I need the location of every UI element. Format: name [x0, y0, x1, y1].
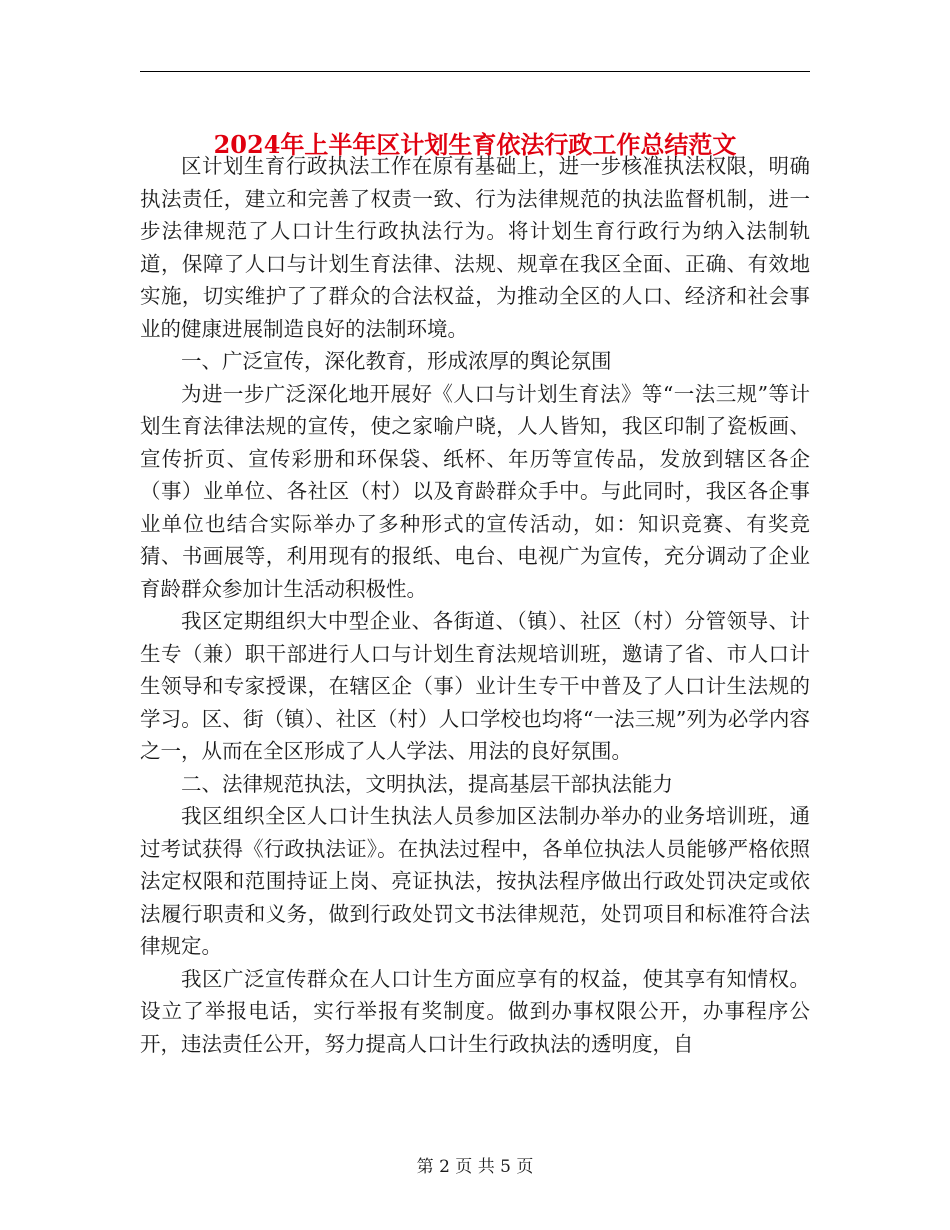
- paragraph-training: 我区定期组织大中型企业、各街道、（镇）、社区（村）分管领导、计生专（兼）职干部进行人口与计划生育法规培训班，邀请了省、市人口计生领导和专家授课，在辖区企（事）业计生专干中普及了人口计生法规的学习。区、街（镇）、社区（村）人口学校也均将“一法三规”列为必学内容之一，从而在全区形成了人人学法、用法的良好氛围。: [140, 609, 810, 763]
- paragraph-publicity: 为进一步广泛深化地开展好《人口与计划生育法》等“一法三规”等计划生育法律法规的宣传，使之家喻户晓，人人皆知，我区印制了瓷板画、宣传折页、宣传彩册和环保袋、纸杯、年历等宣传品，发放到辖区各企（事）业单位、各社区（村）以及育龄群众手中。与此同时，我区各企事业单位也结合实际举办了多种形式的宣传活动，如：知识竞赛、有奖竞猜、书画展等，利用现有的报纸、电台、电视广为宣传，充分调动了企业育龄群众参加计生活动积极性。: [140, 381, 810, 601]
- document-body: [140, 150, 810, 1060]
- paragraph-transparency: 我区广泛宣传群众在人口计生方面应享有的权益，使其享有知情权。设立了举报电话，实行举报有奖制度。做到办事权限公开，办事程序公开，违法责任公开，努力提高人口计生行政执法的透明度，自: [140, 966, 810, 1056]
- section-heading-1: 一、广泛宣传，深化教育，形成浓厚的舆论氛围: [181, 349, 612, 373]
- header-rule: [140, 71, 810, 72]
- section-heading-2: 二、法律规范执法，文明执法，提高基层干部执法能力: [181, 771, 673, 796]
- paragraph-intro: 区计划生育行政执法工作在原有基础上，进一步核准执法权限，明确执法责任，建立和完善了权责一致、行为法律规范的执法监督机制，进一步法律规范了人口计生行政执法行为。将计划生育行政行为纳入法制轨道，保障了人口与计划生育法律、法规、规章在我区全面、正确、有效地实施，切实维护了了群众的合法权益，为推动全区的人口、经济和社会事业的健康进展制造良好的法制环境。: [140, 154, 810, 341]
- document-title: 2024年上半年区计划生育依法行政工作总结范文: [213, 130, 737, 160]
- paragraph-enforcement: 我区组织全区人口计生执法人员参加区法制办举办的业务培训班，通过考试获得《行政执法证》。在执法过程中，各单位执法人员能够严格依照法定权限和范围持证上岗、亮证执法，按执法程序做出行政处罚决定或依法履行职责和义务，做到行政处罚文书法律规范，处罚项目和标准符合法律规定。: [140, 804, 810, 958]
- page-number: 第 2 页 共 5 页: [416, 1157, 534, 1177]
